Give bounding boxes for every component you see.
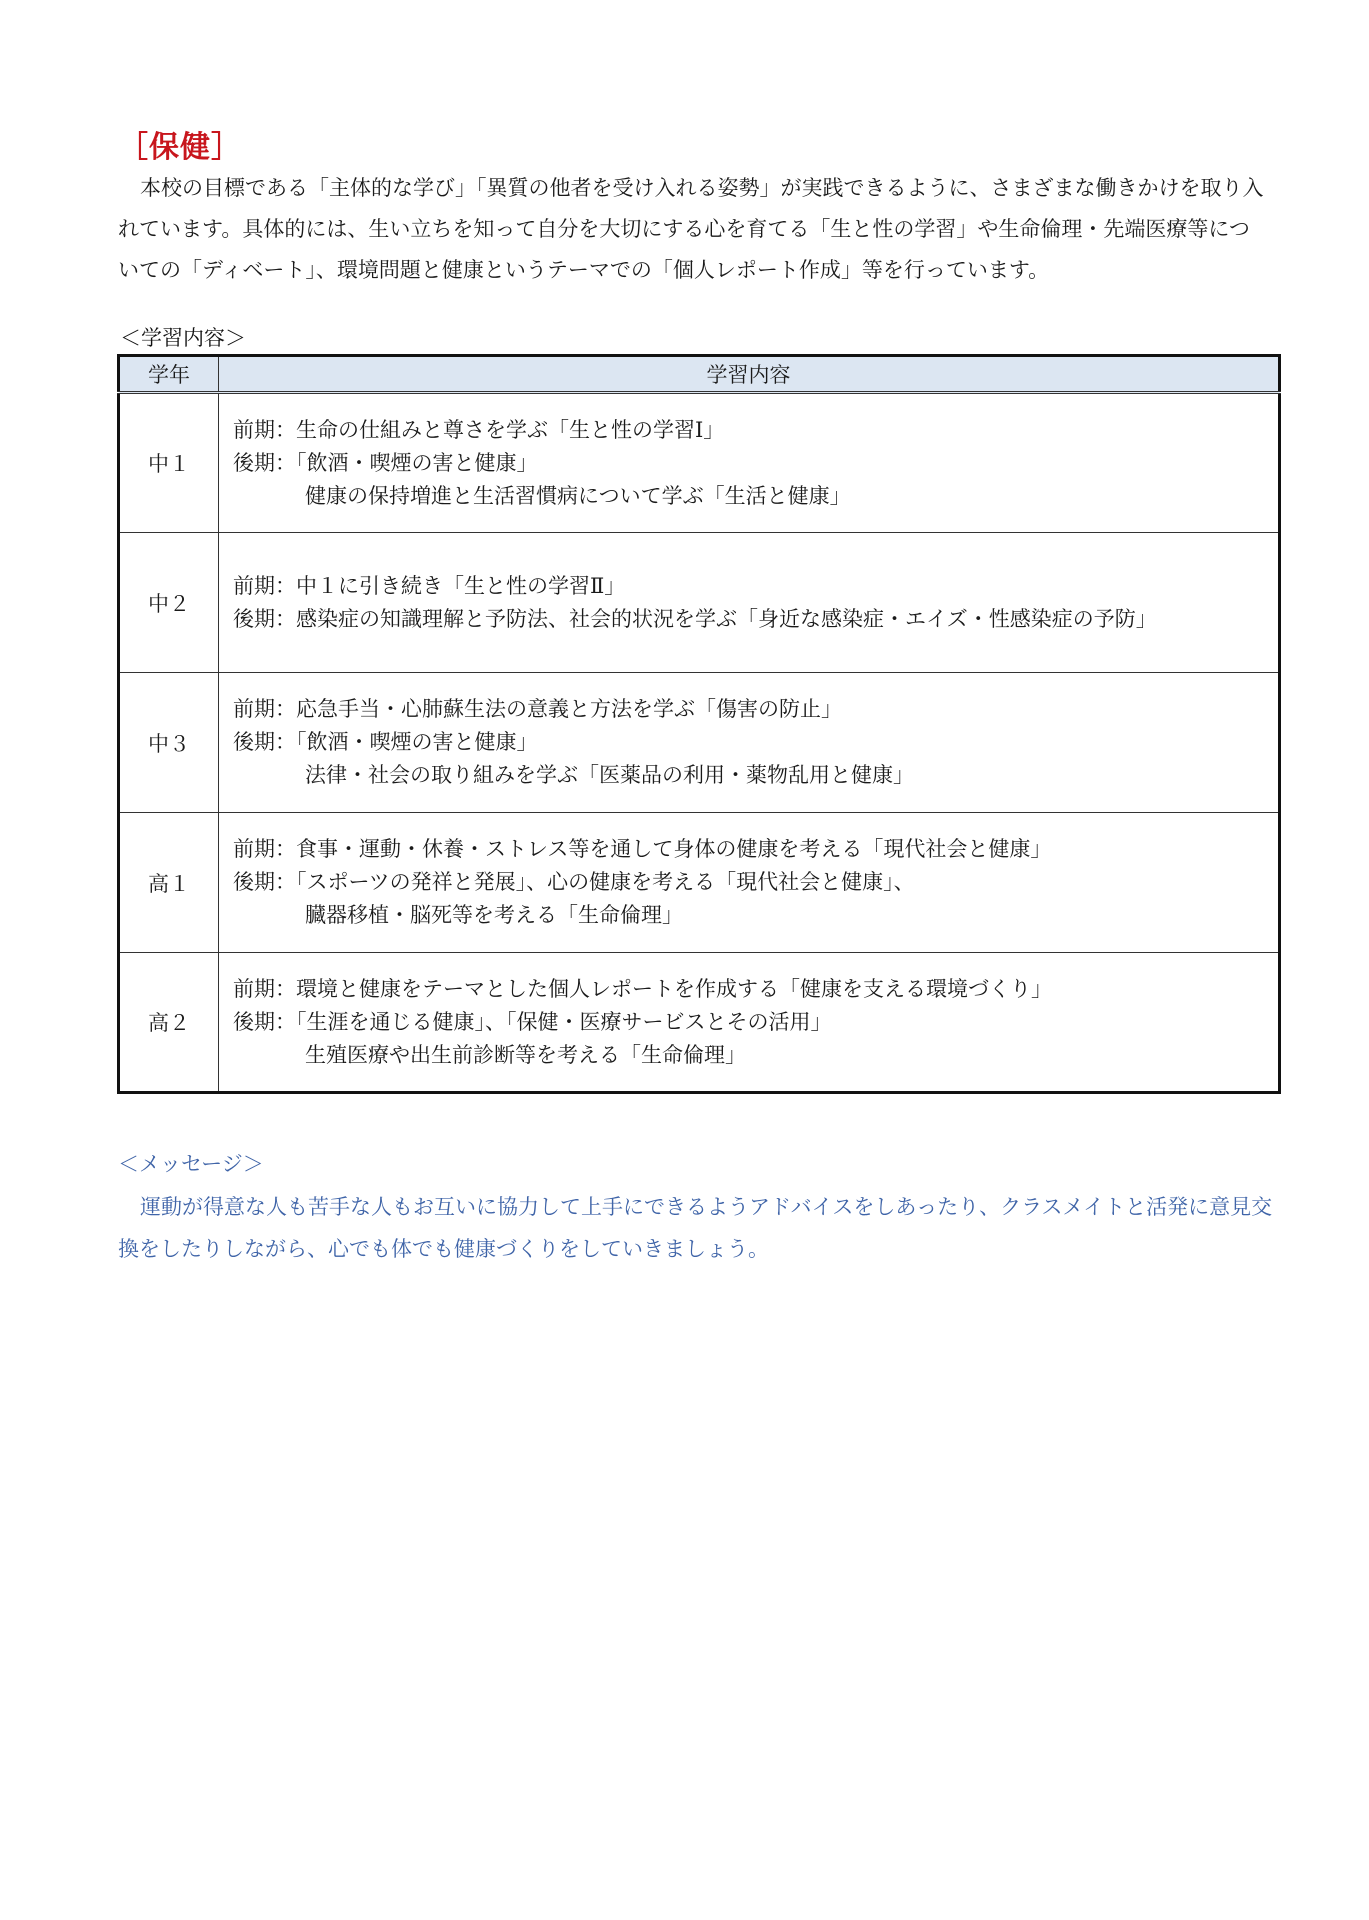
curriculum-table [117,354,1281,1094]
curriculum-label: ＜学習内容＞ [120,326,246,350]
table-header-row [119,356,1280,393]
grade-cell: 中２ [119,533,219,673]
content-line: 臓器移植・脳死等を考える「生命倫理」 [305,903,683,927]
content-cell [219,393,1280,533]
content-line: 後期：「生涯を通じる健康」、「保健・医療サービスとその活用」 [233,1009,832,1034]
content-line: 前期：環境と健康をテーマとした個人レポートを作成する「健康を支える環境づくり」 [233,976,1052,1001]
content-line: 前期：生命の仕組みと尊さを学ぶ「生と性の学習Ⅰ」 [233,417,725,442]
content-line: 後期：「飲酒・喫煙の害と健康」 [233,450,538,475]
grade-cell: 高２ [119,953,219,1093]
table-row [119,533,1280,673]
content-line: 前期：中１に引き続き「生と性の学習Ⅱ」 [233,573,626,598]
content-cell [219,953,1280,1093]
table-row [119,953,1280,1093]
message-body: 運動が得意な人も苦手な人もお互いに協力して上手にできるようアドバイスをしあったり、クラスメイトと活発に意見交換をしたりしながら、心でも体でも健康づくりをしていきましょう。 [118,1195,1273,1261]
intro-paragraph: 本校の目標である「主体的な学び」「異質の他者を受け入れる姿勢」が実践できるように、さまざまな働きかけを取り入れています。具体的には、生い立ちを知って自分を大切にする心を育てる「生と性の学習」や生命倫理・先端医療等についての「ディベート」、環境問題と健康というテーマでの「個人レポート作成」等を行っています。 [118,176,1264,282]
content-cell [219,813,1280,953]
content-line: 法律・社会の取り組みを学ぶ「医薬品の利用・薬物乱用と健康」 [305,763,914,787]
grade-cell: 高１ [119,813,219,953]
content-line: 前期：食事・運動・休養・ストレス等を通して身体の健康を考える「現代社会と健康」 [233,837,1052,861]
content-line: 後期：「スポーツの発祥と発展」、心の健康を考える「現代社会と健康」、 [233,870,915,894]
section-heading: ［保健］ [118,130,242,165]
content-line: 後期：感染症の知識理解と予防法、社会的状況を学ぶ「身近な感染症・エイズ・性感染症の予防」 [233,606,1157,631]
message-title: ＜メッセージ＞ [118,1152,264,1176]
header-content: 学習内容 [219,356,1280,393]
content-line: 後期：「飲酒・喫煙の害と健康」 [233,730,538,754]
table-row [119,393,1280,533]
content-cell [219,533,1280,673]
content-cell [219,673,1280,813]
content-line: 生殖医療や出生前診断等を考える「生命倫理」 [305,1042,746,1067]
grade-cell: 中１ [119,393,219,533]
content-line: 前期：応急手当・心肺蘇生法の意義と方法を学ぶ「傷害の防止」 [233,697,842,721]
table-row [119,813,1280,953]
table-row [119,673,1280,813]
grade-cell: 中３ [119,673,219,813]
content-line: 健康の保持増進と生活習慣病について学ぶ「生活と健康」 [305,483,851,508]
header-grade: 学年 [119,356,219,393]
